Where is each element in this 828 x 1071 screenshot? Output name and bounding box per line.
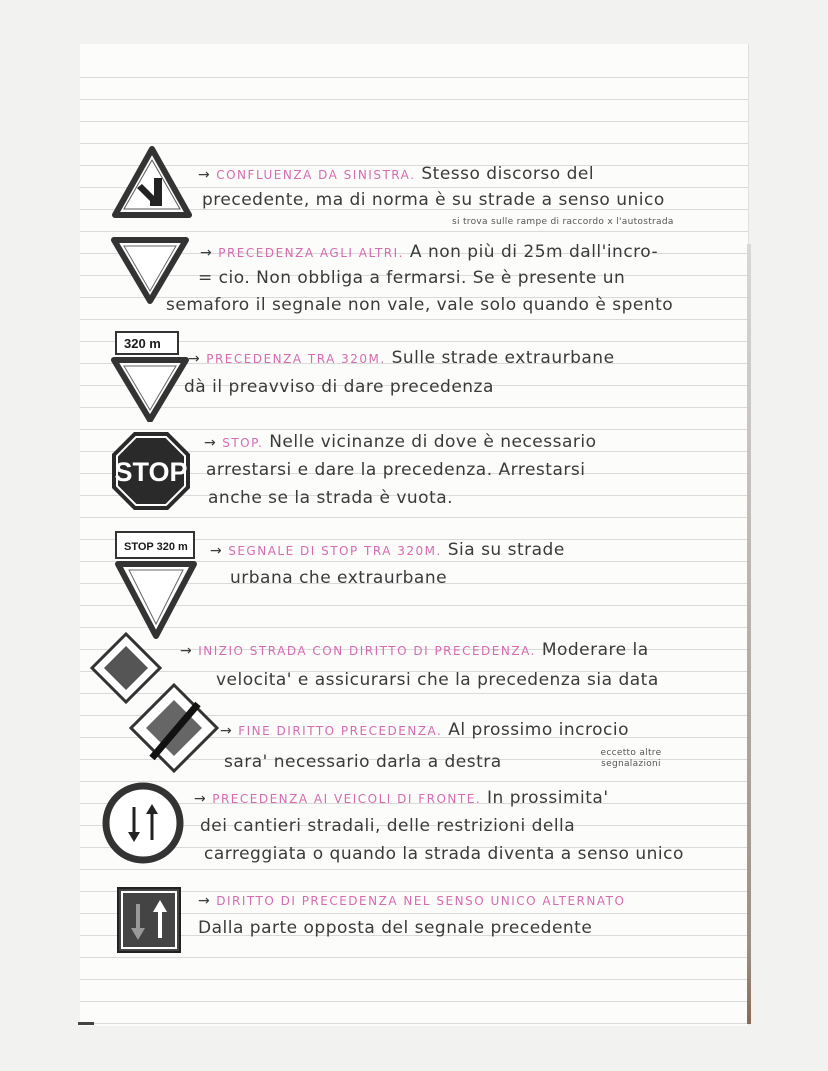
confluence-sign-icon	[112, 146, 192, 218]
page-edge	[747, 244, 751, 1024]
entry-line: → PRECEDENZA AI VEICOLI DI FRONTE. In prossimita'	[194, 788, 609, 808]
entry-line: arrestarsi e dare la precedenza. Arrestarsi	[206, 460, 586, 480]
priority-over-oncoming-sign-icon	[116, 886, 182, 954]
entry-line: = cio. Non obbliga a fermarsi. Se è presente un	[198, 268, 626, 288]
panel-text: STOP 320 m	[124, 541, 188, 553]
entry-line: → SEGNALE DI STOP TRA 320M. Sia su strade	[210, 540, 565, 560]
entry-line: Dalla parte opposta del segnale precedente	[198, 918, 593, 938]
stop-sign-text: STOP	[114, 457, 188, 487]
entry-title: CONFLUENZA DA SINISTRA.	[216, 168, 416, 182]
entry-note: si trova sulle rampe di raccordo x l'autostrada	[452, 217, 674, 227]
entry-line: → PRECEDENZA TRA 320M. Sulle strade extraurbane	[188, 348, 615, 368]
stop-320m-sign-icon	[114, 530, 198, 640]
entry-line: semaforo il segnale non vale, vale solo quando è spento	[166, 295, 674, 315]
entry-line: → PRECEDENZA AGLI ALTRI. A non più di 25m dall'incro-	[200, 242, 659, 262]
entry-title: STOP.	[222, 436, 264, 450]
entry-line: dà il preavviso di dare precedenza	[184, 377, 494, 397]
end-priority-road-sign-icon	[128, 682, 220, 774]
notebook-page	[80, 44, 749, 1026]
entry-line: → CONFLUENZA DA SINISTRA. Stesso discorso del	[198, 164, 595, 184]
entry-line: → STOP. Nelle vicinanze di dove è necessario	[204, 432, 597, 452]
entry-title: DIRITTO DI PRECEDENZA NEL SENSO UNICO ALTERNATO	[216, 894, 626, 908]
entry-line: carreggiata o quando la strada diventa a senso unico	[204, 844, 684, 864]
entry-line: → DIRITTO DI PRECEDENZA NEL SENSO UNICO ALTERNATO	[198, 893, 626, 909]
page-corner-mark	[78, 1022, 94, 1025]
entry-line: velocita' e assicurarsi che la precedenza sia data	[216, 670, 659, 690]
entry-line: → FINE DIRITTO PRECEDENZA. Al prossimo incrocio	[220, 720, 629, 740]
stop-sign-icon	[110, 430, 192, 512]
entry-line: precedente, ma di norma è su strade a senso unico	[202, 190, 665, 210]
entry-title: PRECEDENZA AI VEICOLI DI FRONTE.	[212, 792, 482, 806]
oncoming-priority-sign-icon	[102, 782, 184, 864]
entry-line: anche se la strada è vuota.	[208, 488, 454, 508]
entry-title: FINE DIRITTO PRECEDENZA.	[238, 724, 443, 738]
entry-title: SEGNALE DI STOP TRA 320M.	[228, 544, 442, 558]
give-way-320m-sign-icon	[110, 330, 190, 422]
entry-note: eccetto altre segnalazioni	[600, 748, 662, 769]
entry-line: urbana che extraurbane	[230, 568, 448, 588]
entry-title: PRECEDENZA AGLI ALTRI.	[218, 246, 404, 260]
entry-title: INIZIO STRADA CON DIRITTO DI PRECEDENZA.	[198, 644, 536, 658]
entry-line: sara' necessario darla a destra	[224, 752, 502, 772]
give-way-sign-icon	[110, 236, 190, 304]
entry-line: → INIZIO STRADA CON DIRITTO DI PRECEDENZA. Moderare la	[180, 640, 649, 660]
entry-title: PRECEDENZA TRA 320M.	[206, 352, 386, 366]
panel-text: 320 m	[124, 336, 161, 351]
entry-line: dei cantieri stradali, delle restrizioni della	[200, 816, 576, 836]
